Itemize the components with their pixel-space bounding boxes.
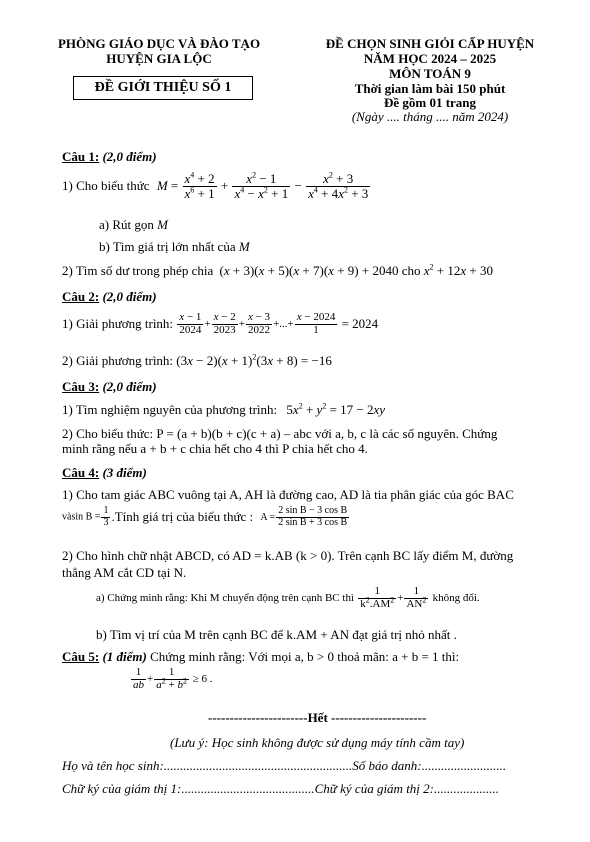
q2-part1: 1) Giải phương trình: $\frac{x - 1}{2024}$ + $\frac{x - 2}{2023}$ + $\frac{x - 3}{2022}$ +...+ $\frac{x - 2024}{1}$ = 2024 bbox=[62, 311, 379, 336]
q5-heading: Câu 5: (1 điểm) Chứng minh rằng: Với mọi a, b > 0 thoả mãn: a + b = 1 thì: bbox=[62, 649, 460, 664]
dept-line2: HUYỆN GIA LỘC bbox=[106, 51, 212, 66]
q4-part2-b: b) Tìm vị trí của M trên cạnh BC để k.AM + AN đạt giá trị nhỏ nhất . bbox=[96, 627, 457, 642]
q1-part-b: b) Tìm giá trị lớn nhất của M bbox=[99, 239, 250, 254]
exam-title: ĐỀ CHỌN SINH GIỎI CẤP HUYỆN bbox=[325, 36, 535, 51]
q4-part2-line1: 2) Cho hình chữ nhật ABCD, có AD = k.AB (k > 0). Trên cạnh BC lấy điểm M, đường bbox=[62, 548, 514, 563]
q3-part2-line2: minh rằng nếu a + b + c chia hết cho 4 thì P chia hết cho 4. bbox=[62, 441, 368, 456]
q1-heading: Câu 1: (2,0 điểm) bbox=[62, 149, 157, 164]
school-year: NĂM HỌC 2024 – 2025 bbox=[363, 51, 497, 66]
exam-date: (Ngày .... tháng .... năm 2024) bbox=[351, 109, 509, 124]
calculator-note: (Lưu ý: Học sinh không được sử dụng máy tính cầm tay) bbox=[170, 735, 465, 750]
q3-part2-line1: 2) Cho biểu thức: P = (a + b)(b + c)(c + a) – abc với a, b, c là các số nguyên. Chứng bbox=[62, 426, 498, 441]
q4-part2-a: a) Chứng minh rằng: Khi M chuyển động trên cạnh BC thì $\frac{1}{k^2.AM^2}$ + $\frac{1}{AN^2}$ không đổi. bbox=[96, 585, 480, 610]
q1-part1: 1) Cho biểu thức M = $\frac{x^4 + 2}{x^6 + 1}$ + $\frac{x^2 - 1}{x^4 - x^2 + 1}$ − $\frac{x^2 + 3}{x^4 + 4x^2 + 3}$ bbox=[62, 170, 369, 201]
boxed-title: ĐỀ GIỚI THIỆU SỐ 1 bbox=[94, 80, 232, 95]
student-info-line: Họ và tên học sinh:..........................................................Số báo danh:.......................... bbox=[62, 758, 507, 773]
q1-fraction-2: $\frac{x^2 - 1}{x^4 - x^2 + 1}$ bbox=[234, 170, 289, 201]
q4-part1-line2: vàsin B = $\frac{1}{3}$ .Tính giá trị của biểu thức : A = $\frac{\text{2 sin B − 3 cos B}}{\text{2 sin B + 3 cos B}}$ bbox=[62, 505, 348, 528]
dept-line1: PHÒNG GIÁO DỤC VÀ ĐÀO TẠO bbox=[57, 36, 261, 51]
q1-part-a: a) Rút gọn M bbox=[99, 217, 168, 232]
q5-inequality: $\frac{1}{ab}$ + $\frac{1}{a^2 + b^2}$ ≥ 6 . bbox=[133, 666, 213, 691]
page-count: Đề gồm 01 trang bbox=[383, 95, 477, 110]
q1-fraction-3: $\frac{x^2 + 3}{x^4 + 4x^2 + 3}$ bbox=[308, 170, 369, 201]
end-marker: -----------------------Hết ---------------------- bbox=[208, 710, 427, 725]
q2-part2: 2) Giải phương trình: $(3x - 2)(x + 1)^2(3x + 8) = -16$ bbox=[62, 352, 332, 368]
q4-heading: Câu 4: (3 điểm) bbox=[62, 465, 147, 480]
q3-heading: Câu 3: (2,0 điểm) bbox=[62, 379, 157, 394]
q4-part1-line1: 1) Cho tam giác ABC vuông tại A, AH là đường cao, AD là tia phân giác của góc BAC bbox=[62, 487, 514, 502]
proctor-signature-line: Chữ ký của giám thị 1:.........................................Chữ ký của giám thị 2:.................... bbox=[62, 781, 499, 796]
subject: MÔN TOÁN 9 bbox=[389, 66, 471, 81]
duration: Thời gian làm bài 150 phút bbox=[354, 81, 506, 96]
q2-heading: Câu 2: (2,0 điểm) bbox=[62, 289, 157, 304]
q3-part1: 1) Tìm nghiệm nguyên của phương trình: $5x^2 + y^2 = 17 - 2xy$ bbox=[62, 401, 386, 417]
q1-part2: 2) Tìm số dư trong phép chia (x + 3)(x + 5)(x + 7)(x + 9) + 2040 cho $x^2 + 12x + 30$ bbox=[62, 262, 493, 278]
q4-part2-line2: thẳng AM cắt CD tại N. bbox=[62, 565, 187, 580]
q1-fraction-1: $\frac{x^4 + 2}{x^6 + 1}$ bbox=[184, 170, 215, 201]
